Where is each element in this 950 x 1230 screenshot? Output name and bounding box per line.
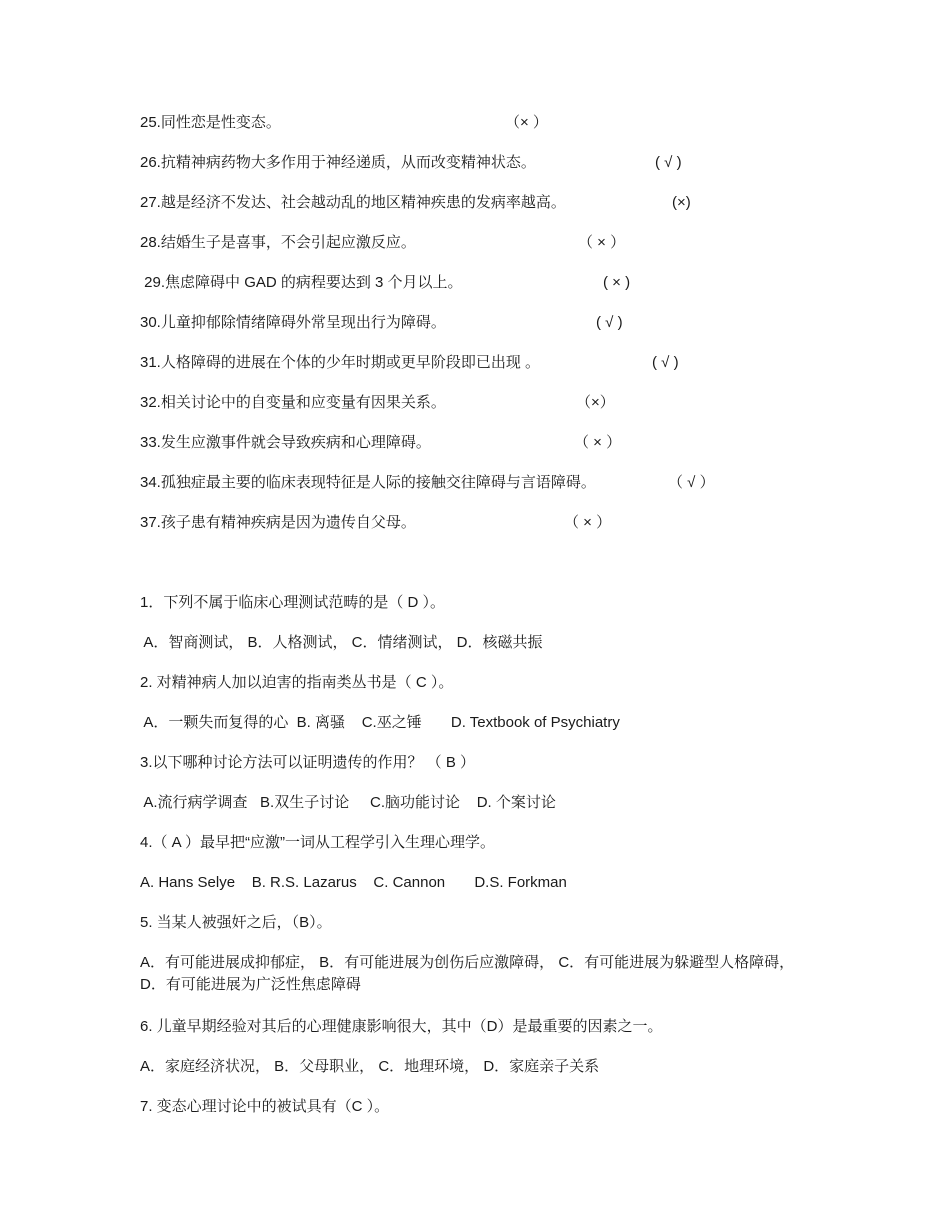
judgment-answer: （ √ ） [668,474,715,491]
question-options: A．有可能进展成抑郁症， B．有可能进展为创伤后应激障碍， C．有可能进展为躲避型人格障碍， D．有可能进展为广泛性焦虑障碍 [140,954,795,993]
judgment-answer: （ × ） [564,514,612,531]
question-options: A. Hans Selye B. R.S. Lazarus C. Cannon D.S. Forkman [140,874,567,891]
question-text: 2. 对精神病人加以迫害的指南类丛书是（ C ）。 [140,674,454,691]
judgment-text: 27.越是经济不发达、社会越动乱的地区精神疾患的发病率越高。 [140,194,566,211]
question-options: A.流行病学调查 B.双生子讨论 C.脑功能讨论 D. 个案讨论 [140,794,556,811]
judgment-text: 33.发生应激事件就会导致疾病和心理障碍。 [140,434,431,451]
question-options: A．智商测试， B．人格测试， C．情绪测试， D．核磁共振 [140,634,543,651]
judgment-text: 29.焦虑障碍中 GAD 的病程要达到 3 个月以上。 [140,274,463,291]
judgment-answer: （× ） [505,114,548,131]
question-text: 6. 儿童早期经验对其后的心理健康影响很大，其中（D）是最重要的因素之一。 [140,1018,663,1035]
question-text: 5. 当某人被强奸之后，（B）。 [140,914,332,931]
question-text: 1．下列不属于临床心理测试范畴的是（ D ）。 [140,594,446,611]
judgment-answer: ( √ ) [652,354,679,371]
judgment-text: 28.结婚生子是喜事，不会引起应激反应。 [140,234,416,251]
judgment-answer: （×） [576,394,615,411]
judgment-answer: (×) [672,194,691,211]
question-options: A．一颗失而复得的心 B. 离骚 C.巫之锤 D. Textbook of Psychiatry [140,714,620,731]
question-text: 3.以下哪种讨论方法可以证明遗传的作用？ （ B ） [140,754,476,771]
judgment-text: 30.儿童抑郁除情绪障碍外常呈现出行为障碍。 [140,314,446,331]
judgment-text: 32.相关讨论中的自变量和应变量有因果关系。 [140,394,446,411]
judgment-text: 26.抗精神病药物大多作用于神经递质，从而改变精神状态。 [140,154,536,171]
judgment-answer: （ × ） [574,434,622,451]
judgment-answer: ( × ) [603,274,631,291]
judgment-answer: （ × ） [578,234,626,251]
judgment-answer: ( √ ) [596,314,623,331]
judgment-text: 25.同性恋是性变态。 [140,114,281,131]
question-text: 4.（ A ）最早把“应激”一词从工程学引入生理心理学。 [140,834,496,851]
judgment-answer: ( √ ) [655,154,682,171]
judgment-text: 37.孩子患有精神疾病是因为遗传自父母。 [140,514,416,531]
judgment-text: 34.孤独症最主要的临床表现特征是人际的接触交往障碍与言语障碍。 [140,474,596,491]
question-text: 7. 变态心理讨论中的被试具有（C ）。 [140,1098,390,1115]
question-options: A．家庭经济状况， B．父母职业， C．地理环境， D．家庭亲子关系 [140,1058,600,1075]
judgment-text: 31.人格障碍的进展在个体的少年时期或更早阶段即已出现 。 [140,354,541,371]
